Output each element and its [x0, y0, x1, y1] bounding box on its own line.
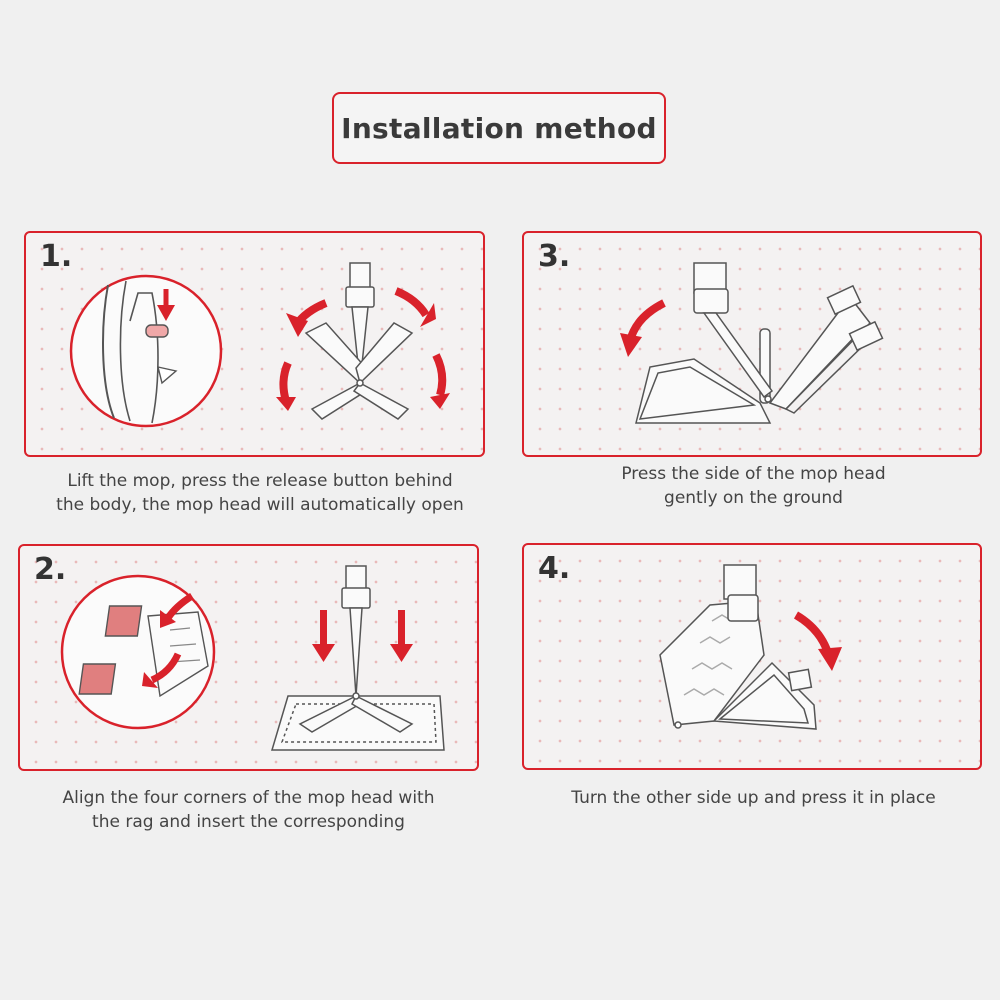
step-number: 1.: [40, 239, 73, 274]
mop-folded-rag: [660, 565, 816, 729]
press-down-arrow: [620, 303, 664, 357]
release-button-zoom-circle: [71, 276, 221, 426]
caption-line: Lift the mop, press the release button behind: [67, 471, 453, 491]
push-down-arrows: [312, 610, 413, 662]
press-side-illustration: [524, 233, 982, 457]
step-3-panel: [522, 231, 982, 457]
caption-line: Align the four corners of the mop head with: [62, 788, 435, 808]
step-number: 3.: [538, 239, 571, 274]
step-number: 4.: [538, 551, 571, 586]
step-4-panel: [522, 543, 982, 770]
step-4-caption: [522, 786, 985, 810]
insert-rag-illustration: [20, 546, 479, 771]
mop-head-on-rag: [272, 566, 444, 750]
step-3-caption: [522, 462, 985, 510]
opening-mop-head: [306, 263, 412, 419]
mop-release-illustration: [26, 233, 485, 457]
caption-line: Press the side of the mop head: [621, 464, 886, 484]
caption-line: Turn the other side up and press it in place: [571, 788, 936, 808]
step-2-panel: [18, 544, 479, 771]
corner-insert-zoom-circle: [62, 576, 214, 728]
step-number: 2.: [34, 552, 67, 587]
caption-line: gently on the ground: [664, 488, 843, 508]
caption-line: the rag and insert the corresponding: [92, 812, 405, 832]
step-1-panel: [24, 231, 485, 457]
flip-arrow: [796, 615, 842, 671]
title-banner: [332, 92, 666, 164]
step-2-caption: [18, 786, 479, 834]
page-title: Installation method: [341, 111, 657, 145]
mop-head-pressing: [636, 263, 882, 423]
step-1-caption: [24, 469, 496, 517]
caption-line: the body, the mop head will automatically open: [56, 495, 464, 515]
flip-side-illustration: [524, 545, 982, 770]
